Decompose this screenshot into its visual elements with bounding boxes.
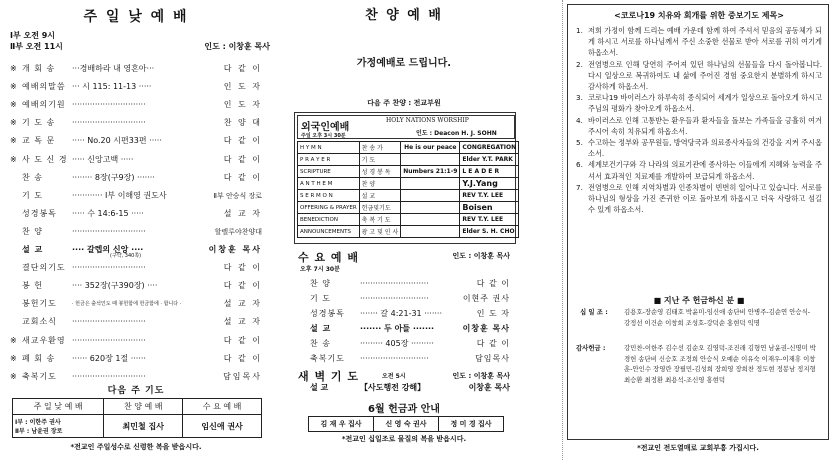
intl-detail: He is our peace [401,142,460,154]
left-footnote: *전교인 주일성수로 신령한 복을 받읍시다. [70,443,202,451]
wed-detail: ······· 갈 4:21-31 ······· [360,309,442,318]
prayer-item [576,159,822,181]
prayer-number: 3. [576,93,583,103]
international-service-box [294,112,516,244]
wed-detail: ··························· [360,279,429,288]
wed-person: 인 도 자 [476,309,510,318]
wed-order-row [300,276,510,291]
intl-en-label: H Y M N [298,142,360,154]
prayer-item [576,92,822,114]
wed-label: 설 교 [310,324,332,333]
order-label: 성경봉독 [22,208,57,218]
order-label: 설 교 [22,245,44,254]
intl-person: REV T.Y. LEE [460,214,519,226]
order-detail: ····························· [72,100,146,110]
order-person: 다 같 이 [223,136,262,146]
intl-person: Y.J.Yang [460,178,519,190]
order-detail: · 헌금은 출석인도 때 봉헌함에 헌금함에 · 합니다 · [72,301,182,308]
intl-person: REV T.Y. LEE [460,190,519,202]
thanks-names: 강민찬-이한주 김수선 김순오 김영덕-조진래 김형연 남윤권-신명미 박경헌 송단비 신승호 조정희 안승식 오예순 이유숙 이재우-이재휴 이창훈-안인수 장영란 장필민-김성희 장희영 장희찬 정도현 정봉남 정지형 최승환 최정환 최용석-조신영 홍현덕 [624,344,816,384]
offering-cell-2: 신 영 숙 권사 [374,417,439,432]
order-label: 폐 회 송 [22,353,56,363]
prayer-item [576,137,822,159]
sunday-order-row [10,187,262,205]
intl-ko-label: 기 도 [359,154,401,166]
wed-time: 오후 7시 30분 [300,266,340,273]
sunday-order-row [10,132,262,150]
order-person: 설 교 자 [223,208,262,218]
intl-ko-label: 찬 송 가 [359,142,401,154]
intl-detail [401,190,460,202]
wed-detail: ······· 두 아들 ······· [360,324,435,333]
wed-order-row [300,306,510,321]
sunday-order-row [10,114,262,132]
wed-label: 기 도 [310,294,331,303]
dawn-time: 오전 5시 [382,373,406,380]
next-praise: 다음 주 찬양 : 전교부원 [367,99,441,107]
prayer-item [576,182,822,216]
intl-en-label: A N T H E M [298,178,360,190]
intl-detail [401,214,460,226]
order-detail: ······ 620장 1절 ······ [72,353,146,363]
wed-person: 다 같 이 [476,279,510,288]
intl-en-label: BENEDICTION [298,214,360,226]
wed-detail: ········· 405장 ········· [360,339,434,348]
order-person: 할렐루야찬양대 [214,227,262,236]
order-detail: ····························· [72,371,146,381]
next-header-praise: 찬 양 예 배 [104,399,183,415]
order-person: 인 도 자 [223,100,262,110]
order-detail: ····· 수 14:6-15 ····· [72,208,144,218]
prayer-text: 전염병으로 인해 지역차별과 인종차별이 빈번히 일어나고 있습니다. 서로를 하나님의 형상을 가진 존귀한 이로 돌아보게 하옵시고 더욱 사랑하고 섬길 수 있게 하옵소서. [588,182,822,215]
order-person: Ⅱ부 안승식 장로 [213,191,262,200]
intl-detail [401,178,460,190]
intl-row [298,178,519,190]
prayer-box [567,4,829,440]
order-label: 봉헌기도 [22,299,57,309]
order-label: 예배의말씀 [22,82,66,92]
prayer-item [576,25,822,59]
intl-en-label: ANNOUNCEMENTS [298,226,360,238]
dawn-row-right: 이창훈 목사 [468,383,510,392]
intl-en-label: S E R M O N [298,190,360,202]
order-label: 새교우환영 [22,335,66,345]
order-person: 설 교 자 [223,317,262,327]
order-label: 봉 헌 [22,281,43,291]
wed-detail: ··························· [360,354,429,363]
intl-row [298,190,519,202]
sunday-order-row [10,223,262,241]
sunday-order-row [10,295,262,313]
intl-row [298,202,519,214]
order-label: 결단의기도 [22,263,66,273]
service-time-2: Ⅱ부 오전 11시 [10,42,63,51]
order-person: 설 교 자 [223,299,262,309]
offering-title: 6월 헌금과 안내 [368,404,440,415]
dawn-row [300,382,510,398]
next-header-sunday: 주 일 낮 예 배 [13,399,104,415]
sunday-order-row [10,96,262,114]
tithe-label: 십 일 조 : [580,308,608,316]
order-label: 축복기도 [22,371,57,381]
order-detail: ···경배하라 내 영혼아··· [72,64,155,73]
order-label: 찬 송 [22,172,43,182]
standing-mark: ※ [10,335,17,345]
intl-ko-label: 찬 양 [359,178,401,190]
order-detail: ···· 갈렙의 신앙 ···· [72,245,144,254]
wed-order-row [300,336,510,351]
next-week-prayer-table [12,398,262,438]
order-detail: ····························· [72,118,146,128]
order-person: 다 같 이 [223,263,262,273]
order-person: 찬 양 대 [223,118,262,128]
prayer-text: 코로나19 바이러스가 하루속히 종식되어 세계가 일상으로 돌아오게 하시고 주님의 평화가 찾아오게 하옵소서. [588,93,822,114]
intl-name: 외국인예배 [301,122,350,133]
standing-mark: ※ [10,64,17,73]
intl-person: L E A D E R [460,166,519,178]
standing-mark: ※ [10,136,17,146]
intl-ko-label: 축 복 기 도 [359,214,401,226]
order-person: 다 같 이 [223,172,262,182]
wed-title: 수 요 예 배 [298,251,359,264]
sunday-order-row [10,259,262,277]
next-cell-wed: 임신애 권사 [183,415,262,438]
order-person: 다 같 이 [223,353,262,363]
order-person: 다 같 이 [223,154,262,164]
order-person: 다 같 이 [223,281,262,291]
standing-mark: ※ [10,154,17,164]
thanks-label: 감사헌금 : [576,344,606,352]
wed-person: 이창훈 목사 [462,324,510,333]
dawn-row-mid: 【사도행전 강해】 [360,383,426,392]
sunday-order-row [10,332,262,350]
next-cell-praise: 최민철 집사 [104,415,183,438]
intl-detail [401,202,460,214]
intl-detail [401,154,460,166]
intl-person: CONGREGATION [460,142,519,154]
tithe-names: 김용호-장순영 김태호 박윤미-임신애 송단비 안병주-김순연 안승식-강정선 이건순 이창희 조성호-강덕순 홍현덕 익명 [624,308,811,327]
intl-order-table [297,141,519,238]
intl-header [297,115,515,139]
wed-label: 찬 양 [310,279,331,288]
prayer-number: 7. [576,182,583,192]
intl-person: Elder Y.T. PARK [460,154,519,166]
order-detail: ····························· [72,226,146,236]
order-detail: ····························· [72,263,146,273]
sunday-order-row [10,169,262,187]
standing-mark: ※ [10,118,17,128]
intl-detail [401,226,460,238]
prayer-title: <코로나19 치유와 회개를 위한 중보기도 제목> [614,11,784,20]
order-label: 개 회 송 [22,64,56,73]
sunday-order-row [10,78,262,96]
intl-en-label: SCRIPTURE [298,166,360,178]
intl-ko-label: 헌금및기도 [359,202,401,214]
offering-givers-title: ■ 지난 주 헌금하신 분 ■ [653,296,745,305]
wed-order-row [300,321,510,336]
column-divider [562,0,563,460]
sunday-leader: 인도 : 이창훈 목사 [204,42,270,51]
order-detail: ···· 352장(구390장) ···· [72,281,158,291]
dawn-row-label: 설 교 [310,383,329,392]
praise-title: 찬 양 예 배 [365,8,443,23]
prayer-number: 5. [576,138,583,148]
praise-subtitle: 가정예배로 드립니다. [356,58,452,69]
wed-label: 축복기도 [310,354,345,363]
intl-row [298,154,519,166]
order-person: 다 같 이 [223,335,262,345]
prayer-item [576,59,822,93]
order-detail: ··· 시 115: 11-13 ····· [72,82,152,92]
intl-detail: Numbers 21:1-9 [401,166,460,178]
intl-ko-label: 성 경 봉 독 [359,166,401,178]
intl-ko-label: 광 고 및 인 사 [359,226,401,238]
intl-ko-label: 설 교 [359,190,401,202]
order-person: 이창훈 목사 [208,245,262,254]
intl-row [298,166,519,178]
order-detail: ············ Ⅰ부 이해영 권도사 [72,190,167,200]
intl-org: HOLY NATIONS WORSHIP [386,117,469,124]
sunday-title: 주 일 낮 예 배 [83,9,189,25]
order-person: 인 도 자 [223,82,262,92]
order-detail: ····· No.20 시편33편 ····· [72,136,162,146]
prayer-number: 4. [576,115,583,125]
sunday-order-row [10,277,262,295]
prayer-list [576,25,822,215]
prayer-number: 2. [576,59,583,69]
order-label: 교회소식 [22,317,57,327]
order-label: 교 독 문 [22,136,56,146]
wed-order-row [300,291,510,306]
prayer-text: 바이러스로 인해 고통받는 환우들과 환자들을 돌보는 가족들을 긍휼히 여겨 주시어 속히 치유되게 하옵소서. [588,115,822,136]
order-label: 기 도 송 [22,118,56,128]
order-detail: ····························· [72,317,146,327]
intl-row [298,142,519,154]
order-person: 담임목사 [223,371,262,381]
scripture-note: (구약, 340쪽) [110,253,142,259]
next-cell-sunday: Ⅰ부 : 이한주 권사 Ⅱ부 : 남윤권 장로 [13,415,104,438]
intl-en-label: P R A Y E R [298,154,360,166]
intl-en-label: OFFERING & PRAYER [298,202,360,214]
wed-label: 성경봉독 [310,309,345,318]
praise-service-column [290,0,518,460]
wed-leader: 인도 : 이창훈 목사 [452,252,510,260]
wed-person: 다 같 이 [476,339,510,348]
sunday-order-row [10,350,262,368]
order-detail: ····· 신앙고백 ····· [72,154,134,164]
wed-label: 찬 송 [310,339,331,348]
sunday-order-row [10,313,262,331]
wed-order-row [300,351,510,366]
prayer-text: 전염병으로 인해 당연히 주어져 있던 하나님의 선물들을 다시 돌아봅니다. 다시 일상으로 복귀하여도 내 삶에 주어진 경험 중요한지 분별하게 하시고 감사하게 하옵소서. [588,59,822,92]
offering-table [308,416,504,432]
prayer-column [567,0,831,460]
intl-person: Boisen [460,202,519,214]
order-detail: ····························· [72,335,146,345]
order-label: 찬 양 [22,226,43,236]
service-time-1: Ⅰ부 오전 9시 [10,31,56,40]
intl-person: Elder S. H. CHO [460,226,519,238]
dawn-leader: 인도 : 이창훈 목사 [452,372,510,380]
sunday-order-row [10,205,262,223]
prayer-number: 6. [576,160,583,170]
prayer-number: 1. [576,26,583,35]
wed-person: 담임목사 [475,354,510,363]
offering-cell-1: 김 재 우 집사 [309,417,374,432]
sunday-order-list [10,60,262,400]
next-week-prayer-title: 다음 주 기도 [107,386,165,396]
prayer-text: 수고하는 정부와 공무원들, 방역당국과 의료종사자들의 건강을 지켜 주시옵소서. [588,138,822,159]
standing-mark: ※ [10,82,17,92]
prayer-item [576,115,822,137]
wed-detail: ··························· [360,294,429,303]
sunday-order-row [10,151,262,169]
sunday-service-column [6,0,276,460]
dawn-title: 새 벽 기 도 [298,370,359,383]
intl-row [298,226,519,238]
next-header-wed: 수 요 예 배 [183,399,262,415]
order-label: 사 도 신 경 [22,154,68,164]
prayer-text: 세계보건기구와 각 나라의 의료기관에 종사하는 이들에게 지혜와 능력을 주셔서 효과적인 치료제를 개발하여 보급되게 하옵소서. [588,160,822,181]
standing-mark: ※ [10,353,17,363]
order-label: 예배의기원 [22,100,66,110]
mid-footnote: *전교인 십일조로 물질의 복을 받읍시다. [341,435,467,443]
offering-cell-3: 정 미 경 집사 [439,417,504,432]
order-label: 기 도 [22,190,43,200]
order-person: 다 같 이 [223,64,262,73]
standing-mark: ※ [10,100,17,110]
intl-row [298,214,519,226]
intl-leader: 인도 : Deacon H. J. SOHN [416,130,497,137]
standing-mark: ※ [10,371,17,381]
order-detail: ········ 8장(구9장) ······· [72,172,155,182]
right-footnote: *전교인 전도열매로 교회부흥 가집시다. [637,444,759,452]
prayer-text: 저희 가정이 함께 드리는 예배 가운데 함께 하여 주셔서 믿음의 공동체가 되게 하시고 서로를 하나님께서 주신 소중한 선물로 받아 서로를 귀히 여기게 하옵소서. [588,26,822,58]
intl-time: 주일 오후 3시 30분 [301,133,346,139]
wed-person: 이현주 권사 [462,294,510,303]
wed-order-list [300,276,510,366]
sunday-order-row [10,60,262,78]
